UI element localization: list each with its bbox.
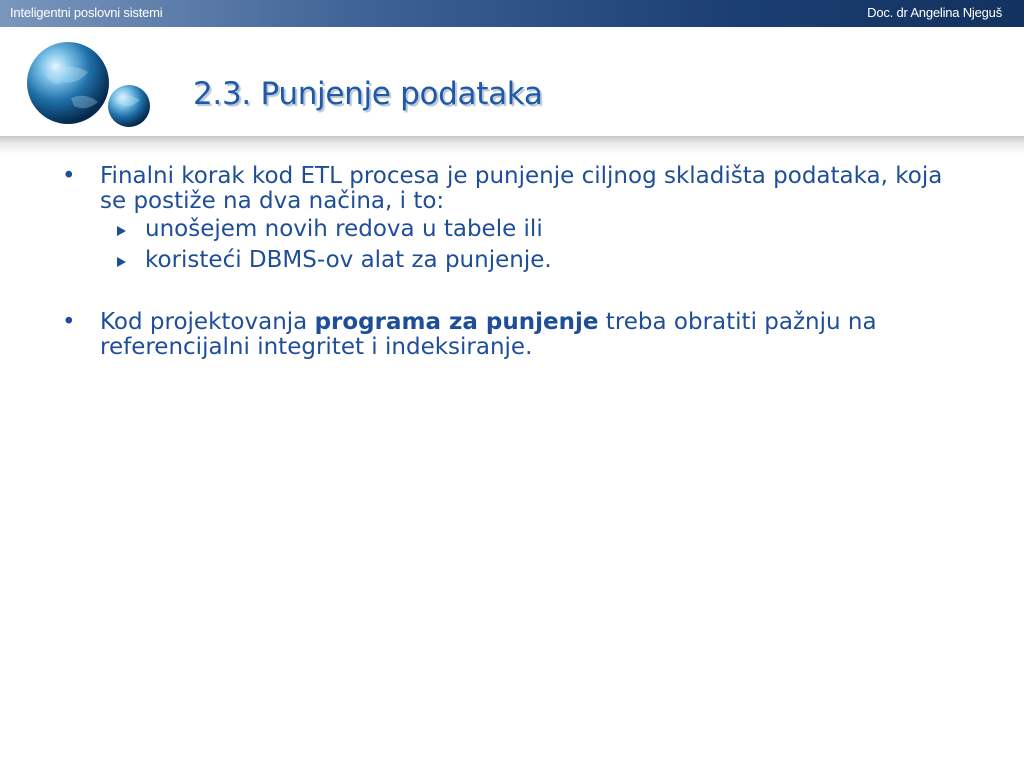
header-divider <box>0 136 1024 154</box>
triangle-right-icon <box>117 226 126 236</box>
sub-bullet-text: koristeći DBMS-ov alat za punjenje. <box>145 247 552 273</box>
bullet-text-part: Kod projektovanja <box>100 309 315 335</box>
course-name: Inteligentni poslovni sistemi <box>10 5 163 20</box>
slide-title: 2.3. Punjenje podataka <box>193 76 543 112</box>
bullet-text-bold: programa za punjenje <box>314 309 599 335</box>
bullet-item <box>60 310 960 360</box>
slide-content <box>60 164 960 360</box>
globe-logo-icon <box>26 40 156 132</box>
triangle-right-icon <box>117 257 126 267</box>
bullet-text-part: treba obratiti pažnju na referencijalni integritet i indeksiranje. <box>100 309 877 360</box>
bullet-dot-icon: • <box>62 309 76 335</box>
sub-bullet-item <box>60 245 960 276</box>
sub-bullet-text: unošejem novih redova u tabele ili <box>145 216 543 242</box>
bullet-text: Finalni korak kod ETL procesa je punjenje ciljnog skladišta podataka, koja se postiže na dva načina, i to: <box>100 163 943 214</box>
author-name: Doc. dr Angelina Njeguš <box>867 5 1002 20</box>
sub-bullet-item <box>60 214 960 245</box>
bullet-dot-icon: • <box>62 163 76 189</box>
top-bar <box>0 0 1024 27</box>
bullet-item <box>60 164 960 214</box>
